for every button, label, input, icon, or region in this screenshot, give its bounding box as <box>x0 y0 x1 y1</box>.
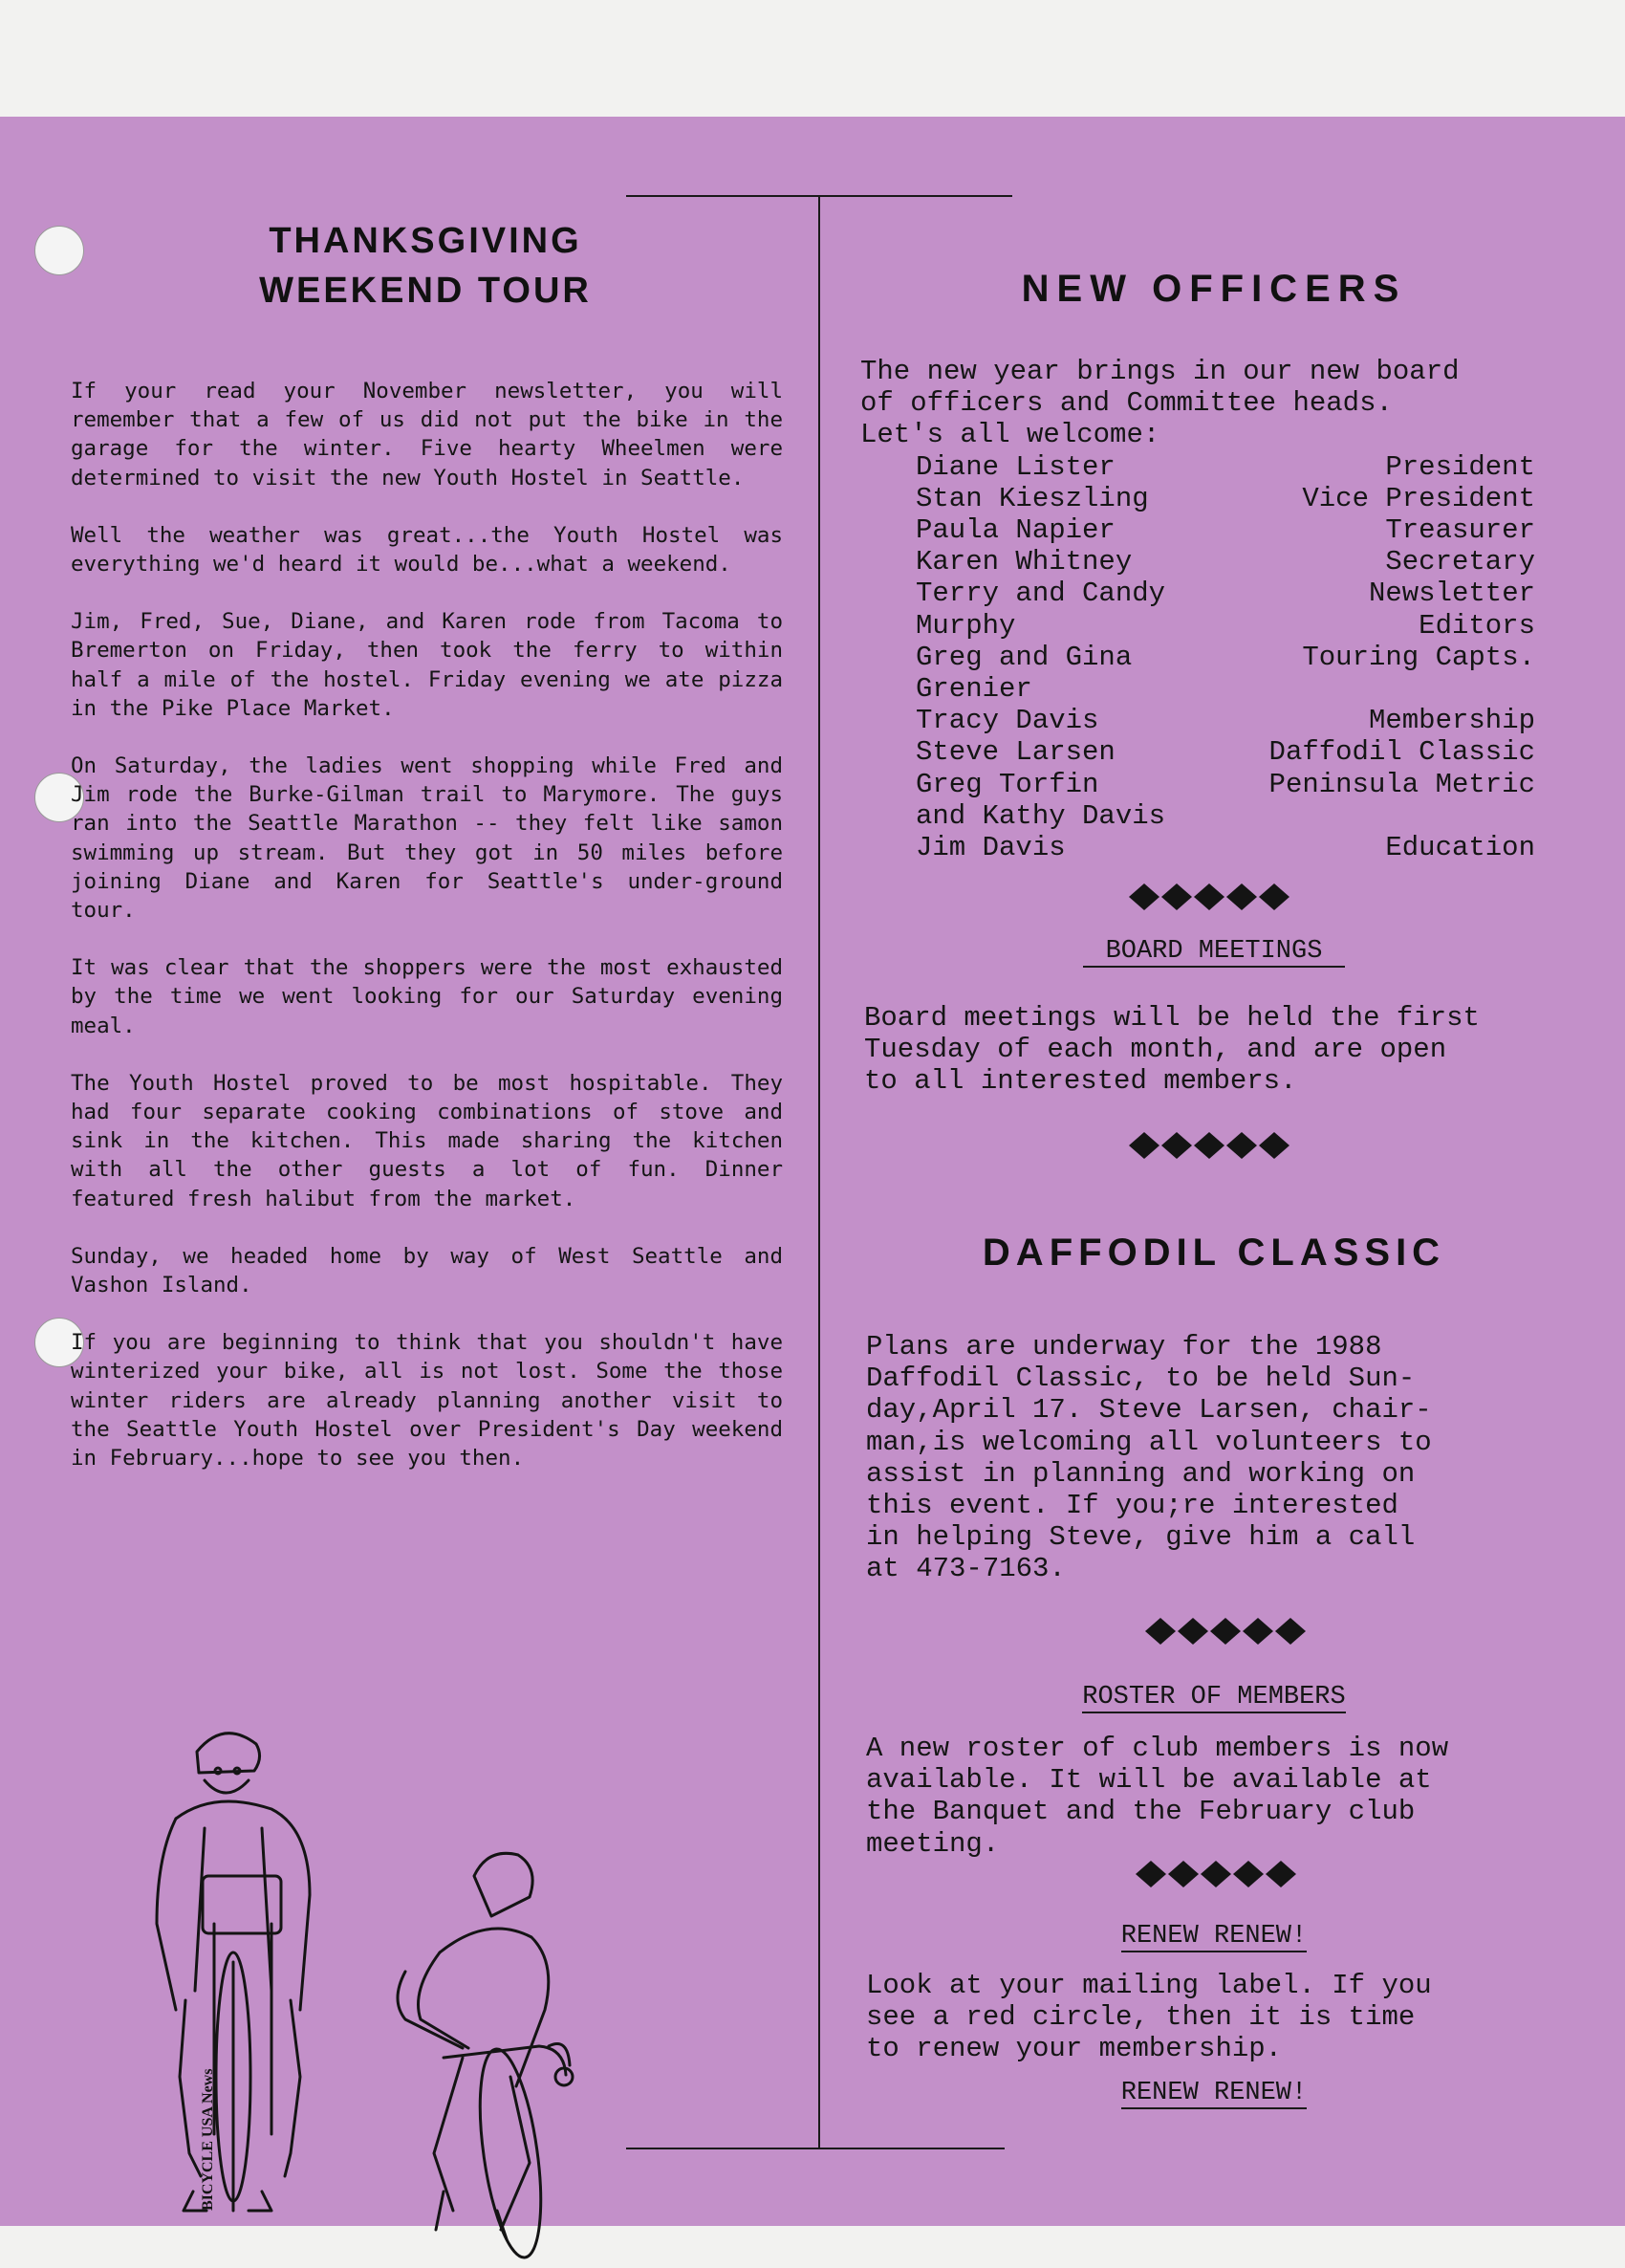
officer-row <box>860 451 1549 483</box>
daffodil-line: Plans are underway for the 1988 <box>866 1331 1382 1363</box>
article-paragraph: Well the weather was great...the Youth Hostel was everything we'd heard it would be...what a weekend. <box>71 522 783 578</box>
officer-row <box>860 800 1549 832</box>
diamond-mark <box>1168 1861 1199 1887</box>
diamond-mark <box>1178 1618 1208 1645</box>
daffodil-line: assist in planning and working on <box>866 1457 1416 1490</box>
renew-footer-text: RENEW RENEW! <box>1120 2079 1308 2107</box>
officer-role: Education <box>1385 832 1535 864</box>
renew-title <box>860 1922 1568 1952</box>
officer-row <box>860 610 1549 642</box>
daffodil-line: this event. If you;re interested <box>866 1490 1398 1522</box>
headline-line-1: THANKSGIVING <box>269 221 582 261</box>
article-paragraph: It was clear that the shoppers were the most exhausted by the time we went looking for our Saturday evening meal. <box>71 955 783 1038</box>
roster-line: available. It will be available at <box>866 1764 1432 1797</box>
roster-line: A new roster of club members is now <box>866 1733 1449 1764</box>
diamond-mark <box>1194 883 1224 910</box>
officer-name: Greg and Gina <box>916 641 1133 673</box>
officer-name: Terry and Candy <box>916 578 1166 610</box>
officer-name: Greg Torfin <box>916 768 1099 800</box>
renew-line: see a red circle, then it is time <box>866 2001 1416 2034</box>
board-meetings-body <box>864 1002 1571 1098</box>
daffodil-line: in helping Steve, give him a call <box>866 1521 1416 1554</box>
officer-row <box>860 673 1549 705</box>
officer-role: Newsletter <box>1368 578 1535 610</box>
article-body <box>71 377 783 1501</box>
article-headline <box>61 216 790 316</box>
officer-name: Jim Davis <box>916 832 1066 864</box>
diamond-mark <box>1201 1861 1231 1887</box>
roster-title <box>860 1683 1568 1713</box>
diamond-divider <box>1127 880 1293 914</box>
officers-intro-line: of officers and Committee heads. <box>860 387 1393 420</box>
officer-role: Touring Capts. <box>1302 641 1535 673</box>
diamond-mark <box>1233 1861 1264 1887</box>
article-paragraph: If your read your November newsletter, you will remember that a few of us did not put the bike in the garage for the winter. Five hearty Wheelmen were determined to visit the new Youth Hostel in Seattle. <box>71 379 783 491</box>
officers-intro-line: Let's all welcome: <box>860 419 1160 451</box>
officers-section <box>860 356 1549 863</box>
diamond-mark <box>1129 883 1159 910</box>
board-meetings-title-text: BOARD MEETINGS <box>1083 937 1346 968</box>
officer-role: Daffodil Classic <box>1268 736 1535 769</box>
officer-name: Diane Lister <box>916 450 1116 483</box>
diamond-divider <box>1143 1614 1310 1648</box>
article-paragraph: On Saturday, the ladies went shopping while Fred and Jim rode the Burke-Gilman trail to Marymore. The guys ran into the Seattle Marathon -- they felt like samon swimming up stream. But they got in 50 miles before joining Diane and Karen for Seattle's under-ground tour. <box>71 753 783 924</box>
officer-role: Membership <box>1368 705 1535 737</box>
diamond-mark <box>1266 1861 1296 1887</box>
daffodil-line: Daffodil Classic, to be held Sun- <box>866 1363 1416 1395</box>
roster-line: the Banquet and the February club <box>866 1796 1416 1828</box>
officer-row <box>860 642 1549 673</box>
officer-role: Peninsula Metric <box>1268 768 1535 800</box>
article-paragraph: The Youth Hostel proved to be most hospitable. They had four separate cooking combinations of stove and sink in the kitchen. This made sharing the kitchen with all the other guests a lot of fun. Dinner featured fresh halibut from the market. <box>71 1070 783 1211</box>
officers-list <box>860 451 1549 864</box>
officers-intro-line: The new year brings in our new board <box>860 356 1460 387</box>
officer-role: Treasurer <box>1385 514 1535 547</box>
renew-footer <box>860 2079 1568 2109</box>
diamond-mark <box>1259 883 1289 910</box>
officer-row <box>860 832 1549 863</box>
diamond-mark <box>1210 1618 1241 1645</box>
daffodil-line: man,is welcoming all volunteers to <box>866 1426 1432 1458</box>
article-paragraph: Jim, Fred, Sue, Diane, and Karen rode from Tacoma to Bremerton on Friday, then took the ferry to within half a mile of the hostel. Friday evening we ate pizza in the Pike Place Market. <box>71 609 783 721</box>
newsletter-page <box>0 117 1625 2226</box>
diamond-mark <box>1194 1132 1224 1159</box>
officer-row <box>860 578 1549 609</box>
officers-headline: NEW OFFICERS <box>1021 268 1407 310</box>
board-meetings-title <box>860 937 1568 968</box>
board-line: to all interested members. <box>864 1065 1297 1098</box>
officer-name: Steve Larsen <box>916 736 1116 769</box>
officer-role: Secretary <box>1385 546 1535 578</box>
diamond-mark <box>1275 1618 1306 1645</box>
officer-row <box>860 705 1549 736</box>
diamond-divider <box>1127 1128 1293 1163</box>
officer-row <box>860 514 1549 546</box>
roster-body <box>866 1733 1564 1860</box>
officer-name: Tracy Davis <box>916 705 1099 737</box>
officer-row <box>860 483 1549 514</box>
diamond-mark <box>1259 1132 1289 1159</box>
diamond-mark <box>1243 1618 1273 1645</box>
renew-line: to renew your membership. <box>866 2033 1283 2065</box>
daffodil-line: day,April 17. Steve Larsen, chair- <box>866 1394 1432 1427</box>
diamond-mark <box>1161 1132 1192 1159</box>
diamond-mark <box>1129 1132 1159 1159</box>
renew-line: Look at your mailing label. If you <box>866 1970 1432 2001</box>
officer-row <box>860 769 1549 800</box>
cyclists-illustration <box>119 1675 711 2268</box>
diamond-mark <box>1226 1132 1257 1159</box>
roster-line: meeting. <box>866 1827 1000 1860</box>
officer-row <box>860 736 1549 768</box>
officer-role: Editors <box>1419 609 1535 642</box>
board-line: Board meetings will be held the first <box>864 1002 1480 1034</box>
diamond-mark <box>1226 883 1257 910</box>
column-divider <box>818 197 820 2148</box>
daffodil-body <box>866 1331 1564 1585</box>
officer-name: Stan Kieszling <box>916 482 1149 514</box>
article-paragraph: Sunday, we headed home by way of West Seattle and Vashon Island. <box>71 1243 783 1298</box>
officer-name: and Kathy Davis <box>916 799 1166 832</box>
officer-name: Karen Whitney <box>916 546 1133 578</box>
roster-title-text: ROSTER OF MEMBERS <box>1082 1683 1346 1712</box>
diamond-mark <box>1136 1861 1166 1887</box>
renew-title-text: RENEW RENEW! <box>1120 1922 1308 1951</box>
diamond-mark <box>1145 1618 1176 1645</box>
renew-body <box>866 1970 1564 2065</box>
officer-name: Paula Napier <box>916 514 1116 547</box>
diamond-divider <box>1134 1857 1300 1891</box>
headline-line-2: WEEKEND TOUR <box>259 271 592 311</box>
diamond-mark <box>1161 883 1192 910</box>
article-paragraph: If you are beginning to think that you shouldn't have winterized your bike, all is not lost. Some the those winter riders are already planning another visit to the Seattle Youth Hostel over President's Day weekend in February...hope to see you then. <box>71 1330 783 1472</box>
daffodil-line: at 473-7163. <box>866 1553 1066 1585</box>
illustration-credit: BICYCLE USA News <box>200 2068 216 2211</box>
officer-name: Grenier <box>916 673 1032 706</box>
board-line: Tuesday of each month, and are open <box>864 1034 1447 1066</box>
officer-role: President <box>1385 450 1535 483</box>
daffodil-headline: DAFFODIL CLASSIC <box>982 1232 1446 1274</box>
officer-role: Vice President <box>1302 482 1535 514</box>
officer-row <box>860 546 1549 578</box>
officer-name: Murphy <box>916 609 1016 642</box>
